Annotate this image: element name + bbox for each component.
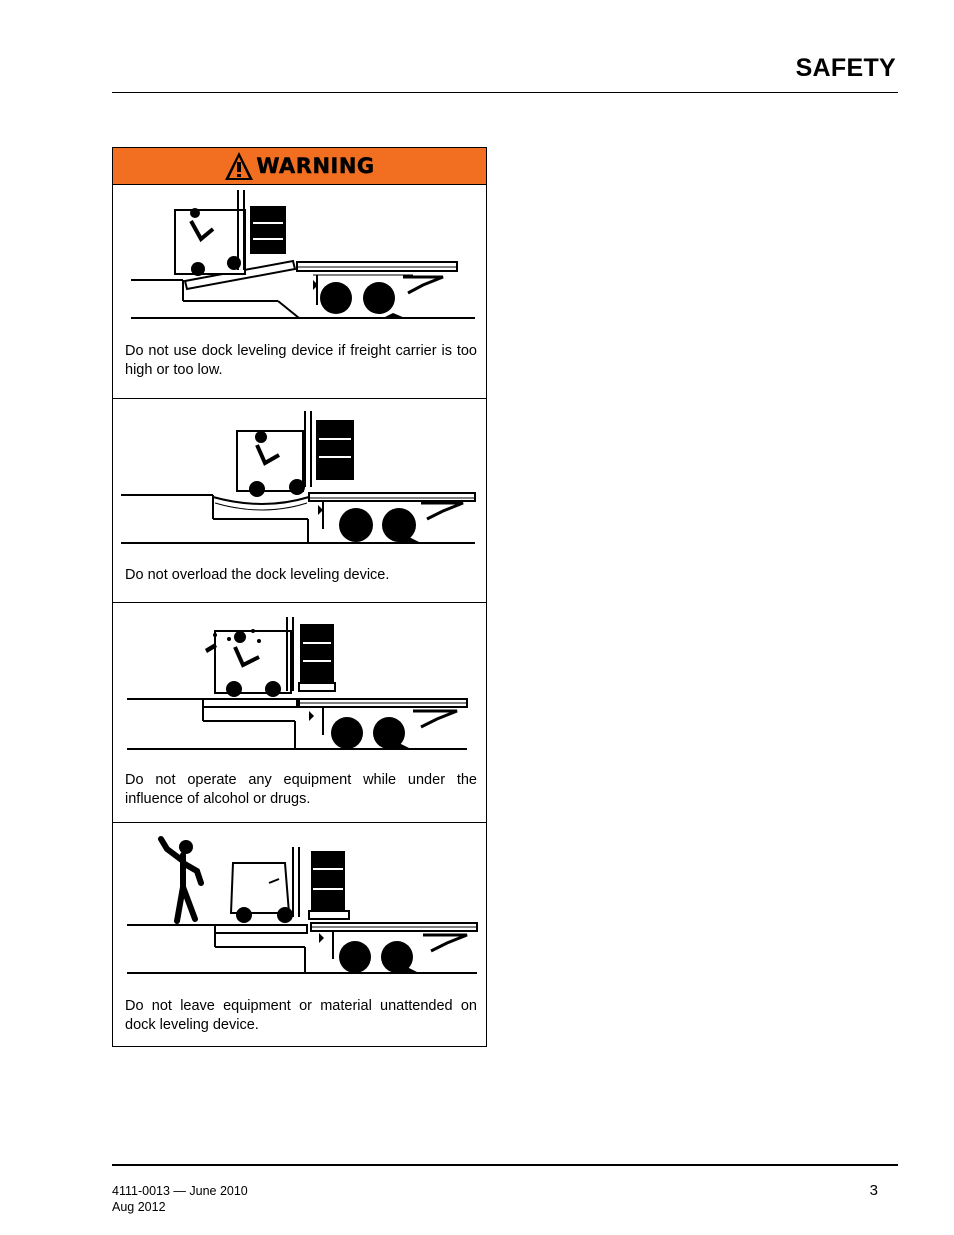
footer-doc-info [112, 1184, 248, 1215]
warning-triangle-icon [224, 151, 254, 181]
footer-revision: Aug 2012 [112, 1199, 166, 1214]
warning-header [113, 148, 486, 185]
warning-panel-height [113, 185, 486, 399]
header-rule [112, 92, 898, 93]
section-title: SAFETY [795, 54, 896, 82]
footer-rule [112, 1164, 898, 1166]
footer-doc-number: 4111-0013 — June 2010 [112, 1184, 248, 1198]
warning-signal-word: WARNING [256, 154, 375, 178]
page-number: 3 [869, 1182, 878, 1199]
warning-caption: Do not operate any equipment while under the influence of alcohol or drugs. [125, 772, 477, 807]
warning-caption: Do not leave equipment or material unattended on dock leveling device. [125, 998, 477, 1033]
warning-box [112, 147, 487, 1047]
warning-panel-overload [113, 399, 486, 603]
warning-caption: Do not use dock leveling device if freight carrier is too high or too low. [125, 343, 477, 378]
warning-panel-impairment [113, 603, 486, 823]
warning-panel-unattended [113, 823, 486, 1047]
warning-caption: Do not overload the dock leveling device. [125, 567, 390, 583]
